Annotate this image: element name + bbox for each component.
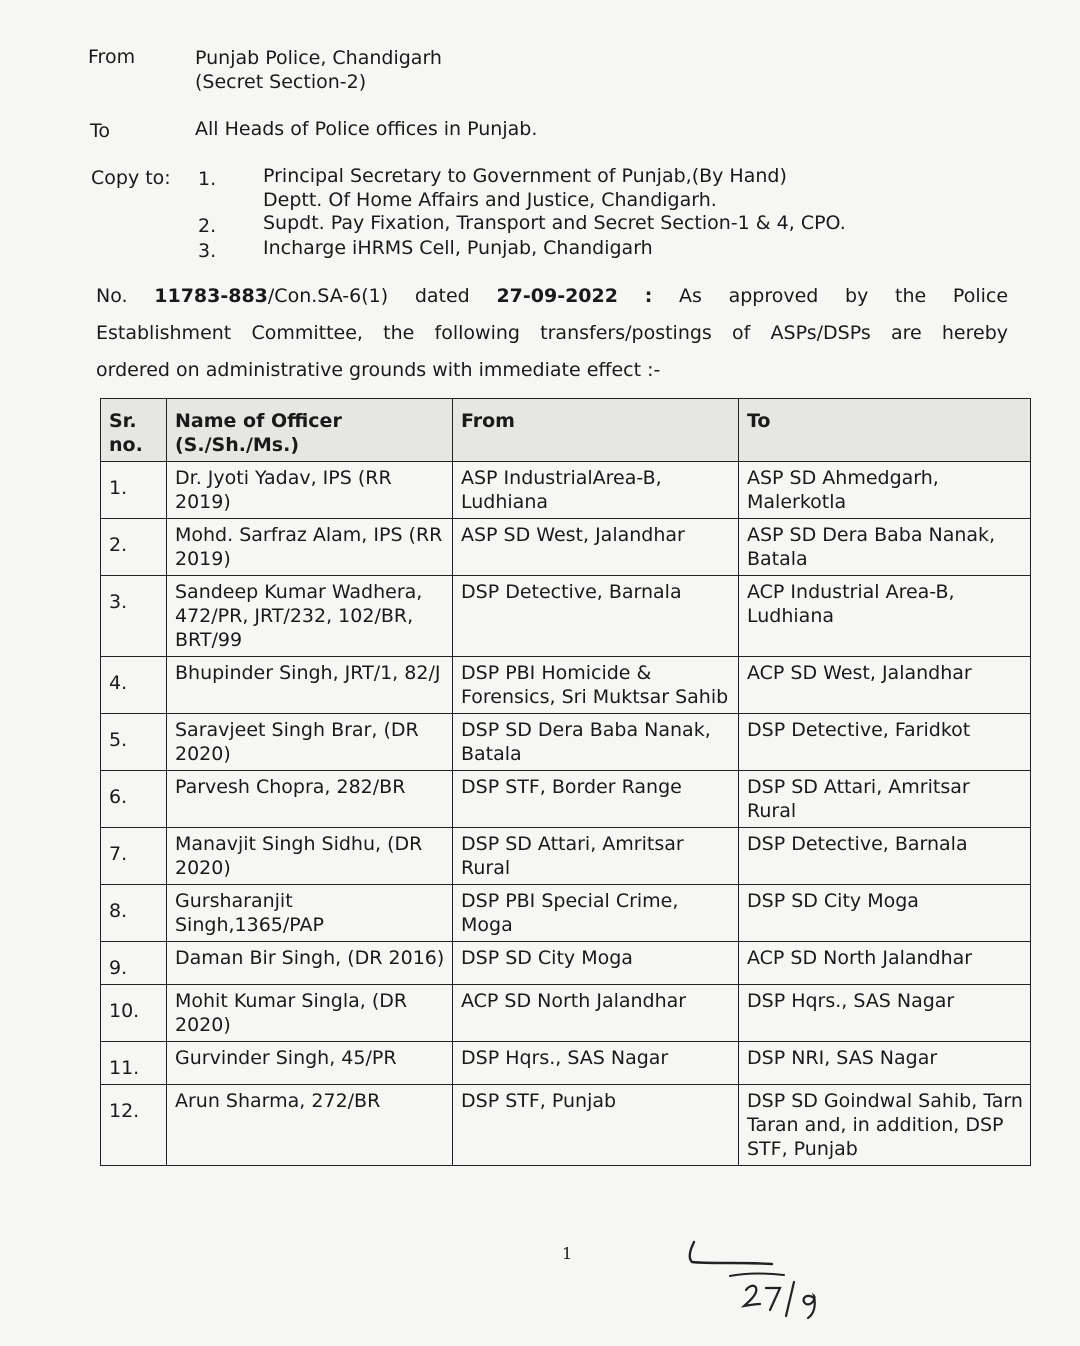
officer-name-cell: Bhupinder Singh, JRT/1, 82/J <box>167 657 453 714</box>
table-row <box>101 576 1031 657</box>
from-post-cell: ACP SD North Jalandhar <box>453 985 739 1042</box>
from-post-cell: ASP IndustrialArea-B, Ludhiana <box>453 462 739 519</box>
page-number: 1 <box>562 1244 573 1263</box>
table-row <box>101 828 1031 885</box>
order-number-prefix: No. <box>96 285 128 307</box>
officer-name-cell: Mohd. Sarfraz Alam, IPS (RR 2019) <box>167 519 453 576</box>
to-post-cell: ASP SD Ahmedgarh, Malerkotla <box>739 462 1031 519</box>
table-row <box>101 462 1031 519</box>
to-post-cell: ACP SD West, Jalandhar <box>739 657 1031 714</box>
to-post-cell: DSP Detective, Barnala <box>739 828 1031 885</box>
from-post-cell: DSP SD Dera Baba Nanak, Batala <box>453 714 739 771</box>
copy-item-3-line-1: Incharge iHRMS Cell, Punjab, Chandigarh <box>263 237 653 259</box>
officer-name-cell: Parvesh Chopra, 282/BR <box>167 771 453 828</box>
from-post-cell: DSP SD City Moga <box>453 942 739 985</box>
sr-cell: 11. <box>101 1042 167 1085</box>
officer-name-cell: Saravjeet Singh Brar, (DR 2020) <box>167 714 453 771</box>
to-label: To <box>90 120 111 142</box>
sr-cell: 12. <box>101 1085 167 1166</box>
officer-name-cell: Sandeep Kumar Wadhera, 472/PR, JRT/232, 102/BR, BRT/99 <box>167 576 453 657</box>
from-label: From <box>88 46 136 68</box>
from-line-1: Punjab Police, Chandigarh <box>195 47 442 69</box>
from-post-cell: DSP STF, Punjab <box>453 1085 739 1166</box>
sr-cell: 8. <box>101 885 167 942</box>
from-post-cell: DSP PBI Special Crime, Moga <box>453 885 739 942</box>
officer-name-cell: Gursharanjit Singh,1365/PAP <box>167 885 453 942</box>
from-post-cell: DSP SD Attari, Amritsar Rural <box>453 828 739 885</box>
copy-item-2-line-1: Supdt. Pay Fixation, Transport and Secret Section-1 & 4, CPO. <box>263 212 846 234</box>
table-row <box>101 657 1031 714</box>
sr-cell: 9. <box>101 942 167 985</box>
officer-name-cell: Mohit Kumar Singla, (DR 2020) <box>167 985 453 1042</box>
to-post-cell: DSP Detective, Faridkot <box>739 714 1031 771</box>
order-date: 27-09-2022 <box>496 285 618 307</box>
copy-to-label: Copy to: <box>91 167 171 189</box>
to-post-cell: DSP SD Attari, Amritsar Rural <box>739 771 1031 828</box>
table-row <box>101 519 1031 576</box>
to-post-cell: DSP NRI, SAS Nagar <box>739 1042 1031 1085</box>
sr-cell: 3. <box>101 576 167 657</box>
order-text-line-3: ordered on administrative grounds with immediate effect :- <box>96 359 661 381</box>
sr-cell: 4. <box>101 657 167 714</box>
copy-item-3-number: 3. <box>198 240 217 262</box>
header-sr-no: Sr. no. <box>101 399 167 462</box>
table-row <box>101 942 1031 985</box>
header-name-of-officer: Name of Officer (S./Sh./Ms.) <box>167 399 453 462</box>
copy-item-1-line-1: Principal Secretary to Government of Punjab,(By Hand) <box>263 165 787 187</box>
to-post-cell: DSP SD Goindwal Sahib, Tarn Taran and, in addition, DSP STF, Punjab <box>739 1085 1031 1166</box>
to-post-cell: ACP Industrial Area-B, Ludhiana <box>739 576 1031 657</box>
table-row <box>101 1042 1031 1085</box>
sr-cell: 5. <box>101 714 167 771</box>
from-line-2: (Secret Section-2) <box>195 71 367 93</box>
order-paragraph <box>96 278 1008 389</box>
sr-cell: 10. <box>101 985 167 1042</box>
copy-item-1-line-2: Deptt. Of Home Affairs and Justice, Chandigarh. <box>263 189 717 211</box>
table-row <box>101 771 1031 828</box>
to-value: All Heads of Police offices in Punjab. <box>195 118 538 140</box>
officer-name-cell: Manavjit Singh Sidhu, (DR 2020) <box>167 828 453 885</box>
sr-cell: 1. <box>101 462 167 519</box>
copy-item-2-number: 2. <box>198 215 217 237</box>
from-post-cell: ASP SD West, Jalandhar <box>453 519 739 576</box>
to-post-cell: ASP SD Dera Baba Nanak, Batala <box>739 519 1031 576</box>
from-post-cell: DSP PBI Homicide & Forensics, Sri Muktsar Sahib <box>453 657 739 714</box>
header-from: From <box>453 399 739 462</box>
officer-name-cell: Daman Bir Singh, (DR 2016) <box>167 942 453 985</box>
to-post-cell: ACP SD North Jalandhar <box>739 942 1031 985</box>
table-header-row <box>101 399 1031 462</box>
header-to: To <box>739 399 1031 462</box>
order-line-1 <box>96 278 1008 315</box>
sr-cell: 7. <box>101 828 167 885</box>
order-number: 11783-883 <box>154 285 268 307</box>
table-row <box>101 1085 1031 1166</box>
handwritten-signature <box>680 1236 840 1330</box>
sr-cell: 2. <box>101 519 167 576</box>
from-post-cell: DSP STF, Border Range <box>453 771 739 828</box>
officer-name-cell: Gurvinder Singh, 45/PR <box>167 1042 453 1085</box>
order-colon: : <box>644 285 653 307</box>
officer-name-cell: Dr. Jyoti Yadav, IPS (RR 2019) <box>167 462 453 519</box>
sr-cell: 6. <box>101 771 167 828</box>
table-row <box>101 985 1031 1042</box>
order-number-suffix: /Con.SA-6(1) dated <box>267 285 470 307</box>
copy-item-1-number: 1. <box>198 168 217 190</box>
from-post-cell: DSP Hqrs., SAS Nagar <box>453 1042 739 1085</box>
to-post-cell: DSP SD City Moga <box>739 885 1031 942</box>
table-row <box>101 885 1031 942</box>
order-text-line-2: Establishment Committee, the following transfers/postings of ASPs/DSPs are hereby <box>96 322 1008 344</box>
table-row <box>101 714 1031 771</box>
transfers-table <box>100 398 1031 1166</box>
from-post-cell: DSP Detective, Barnala <box>453 576 739 657</box>
order-text-line-1: As approved by the Police <box>679 285 1009 307</box>
officer-name-cell: Arun Sharma, 272/BR <box>167 1085 453 1166</box>
to-post-cell: DSP Hqrs., SAS Nagar <box>739 985 1031 1042</box>
